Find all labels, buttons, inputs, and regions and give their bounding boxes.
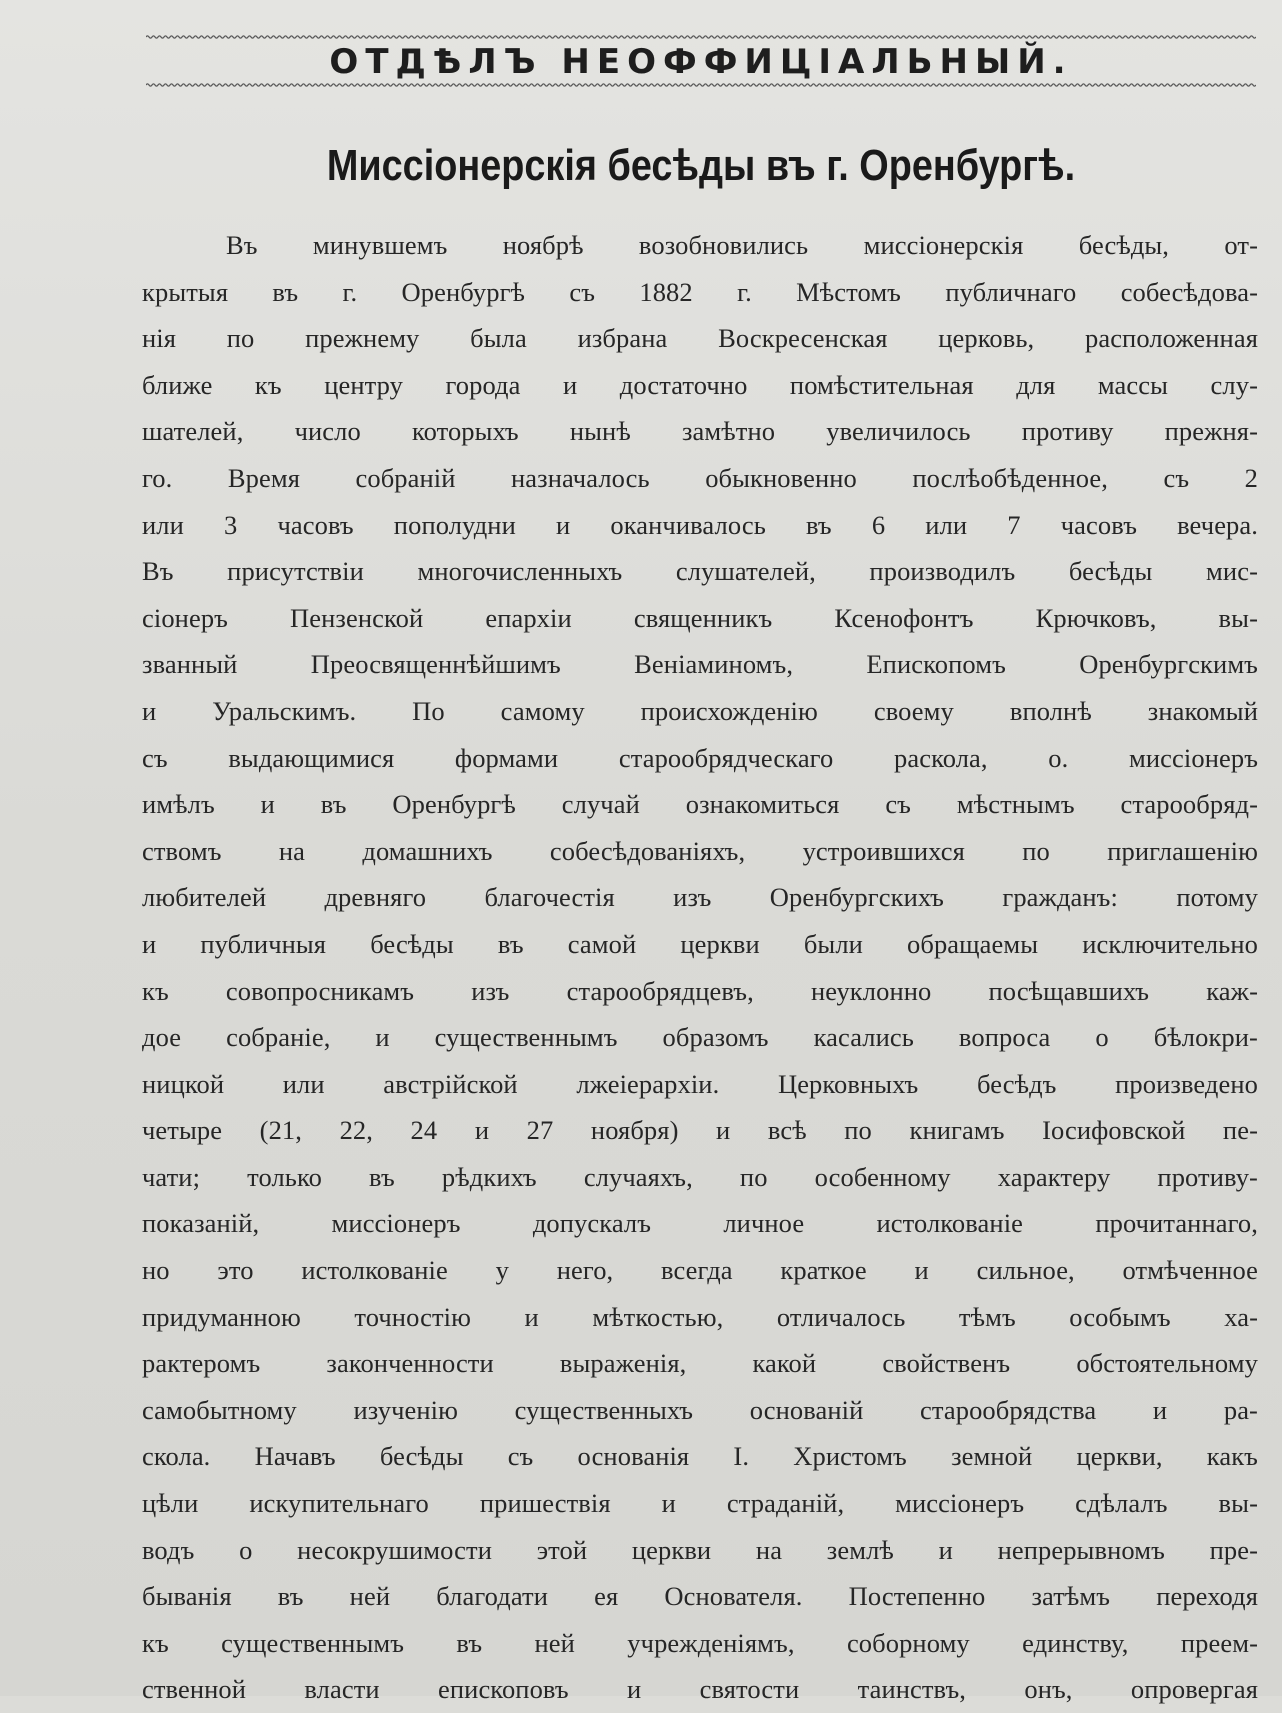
body-line: чати; только въ рѣдкихъ случаяхъ, по особенному характеру противу- — [142, 1161, 1258, 1192]
body-line: или 3 часовъ пополудни и оканчивалось въ 6 или 7 часовъ вечера. — [142, 509, 1258, 540]
body-line: рактеромъ законченности выраженія, какой свойственъ обстоятельному — [142, 1348, 1258, 1379]
body-line: нія по прежнему была избрана Воскресенская церковь, расположенная — [142, 323, 1258, 354]
body-line: дое собраніе, и существеннымъ образомъ касались вопроса о бѣлокри- — [142, 1022, 1258, 1053]
body-line: званный Преосвященнѣйшимъ Веніаминомъ, Епископомъ Оренбургскимъ — [142, 649, 1258, 680]
article-body — [142, 222, 1258, 1713]
body-line: ницкой или австрійской лжеіерархіи. Церковныхъ бесѣдъ произведено — [142, 1068, 1258, 1099]
body-line: Въ минувшемъ ноябрѣ возобновились миссіонерскія бесѣды, от- — [226, 230, 1258, 260]
body-line: имѣлъ и въ Оренбургѣ случай ознакомиться съ мѣстнымъ старообряд- — [142, 789, 1258, 820]
article-title: Миссіонерскія бесѣды въ г. Оренбургѣ. — [326, 141, 1076, 190]
body-line: го. Время собраній назначалось обыкновенно послѣобѣденное, съ 2 — [142, 462, 1258, 493]
body-line: ствомъ на домашнихъ собесѣдованіяхъ, устроившихся по приглашенію — [142, 835, 1258, 866]
body-line: и публичныя бесѣды въ самой церкви были обращаемы исключительно — [142, 928, 1258, 959]
header-top-rule — [146, 34, 1256, 40]
body-line: къ существеннымъ въ ней учрежденіямъ, соборному единству, преем- — [142, 1627, 1258, 1658]
header-bottom-rule — [146, 82, 1256, 88]
body-line: но это истолкованіе у него, всегда краткое и сильное, отмѣченное — [142, 1255, 1258, 1286]
body-line: четыре (21, 22, 24 и 27 ноября) и всѣ по книгамъ Іосифовской пе- — [142, 1115, 1258, 1146]
body-line: къ совопросникамъ изъ старообрядцевъ, неуклонно посѣщавшихъ каж- — [142, 975, 1258, 1006]
body-line: самобытному изученію существенныхъ основаній старообрядства и ра- — [142, 1394, 1258, 1425]
body-line: скола. Начавъ бесѣды съ основанія І. Христомъ земной церкви, какъ — [142, 1441, 1258, 1472]
body-line: и Уральскимъ. По самому происхожденію своему вполнѣ знакомый — [142, 695, 1258, 726]
body-line: придуманною точностію и мѣткостью, отличалось тѣмъ особымъ ха- — [142, 1301, 1258, 1332]
body-line: любителей древняго благочестія изъ Оренбургскихъ гражданъ: потому — [142, 882, 1258, 913]
body-line: быванія въ ней благодати ея Основателя. Постепенно затѣмъ переходя — [142, 1581, 1258, 1612]
section-header: ОТДѢЛЪ НЕОФФИЦІАЛЬНЫЙ. — [329, 42, 1073, 82]
body-line: шателей, число которыхъ нынѣ замѣтно увеличилось противу прежня- — [142, 416, 1258, 447]
body-line: Въ присутствіи многочисленныхъ слушателей, производилъ бесѣды мис- — [142, 556, 1258, 587]
body-line: ственной власти епископовъ и святости таинствъ, онъ, опровергая — [142, 1674, 1258, 1705]
body-line: крытыя въ г. Оренбургѣ съ 1882 г. Мѣстомъ публичнаго собесѣдова- — [142, 276, 1258, 307]
body-line: показаній, миссіонеръ допускалъ личное истолкованіе прочитаннаго, — [142, 1208, 1258, 1239]
body-line: водъ о несокрушимости этой церкви на землѣ и непрерывномъ пре- — [142, 1534, 1258, 1565]
body-line: ближе къ центру города и достаточно помѣстительная для массы слу- — [142, 369, 1258, 400]
body-line: цѣли искупительнаго пришествія и страданій, миссіонеръ сдѣлалъ вы- — [142, 1488, 1258, 1519]
body-line: съ выдающимися формами старообрядческаго раскола, о. миссіонеръ — [142, 742, 1258, 773]
body-line: сіонеръ Пензенской епархіи священникъ Ксенофонтъ Крючковъ, вы- — [142, 602, 1258, 633]
